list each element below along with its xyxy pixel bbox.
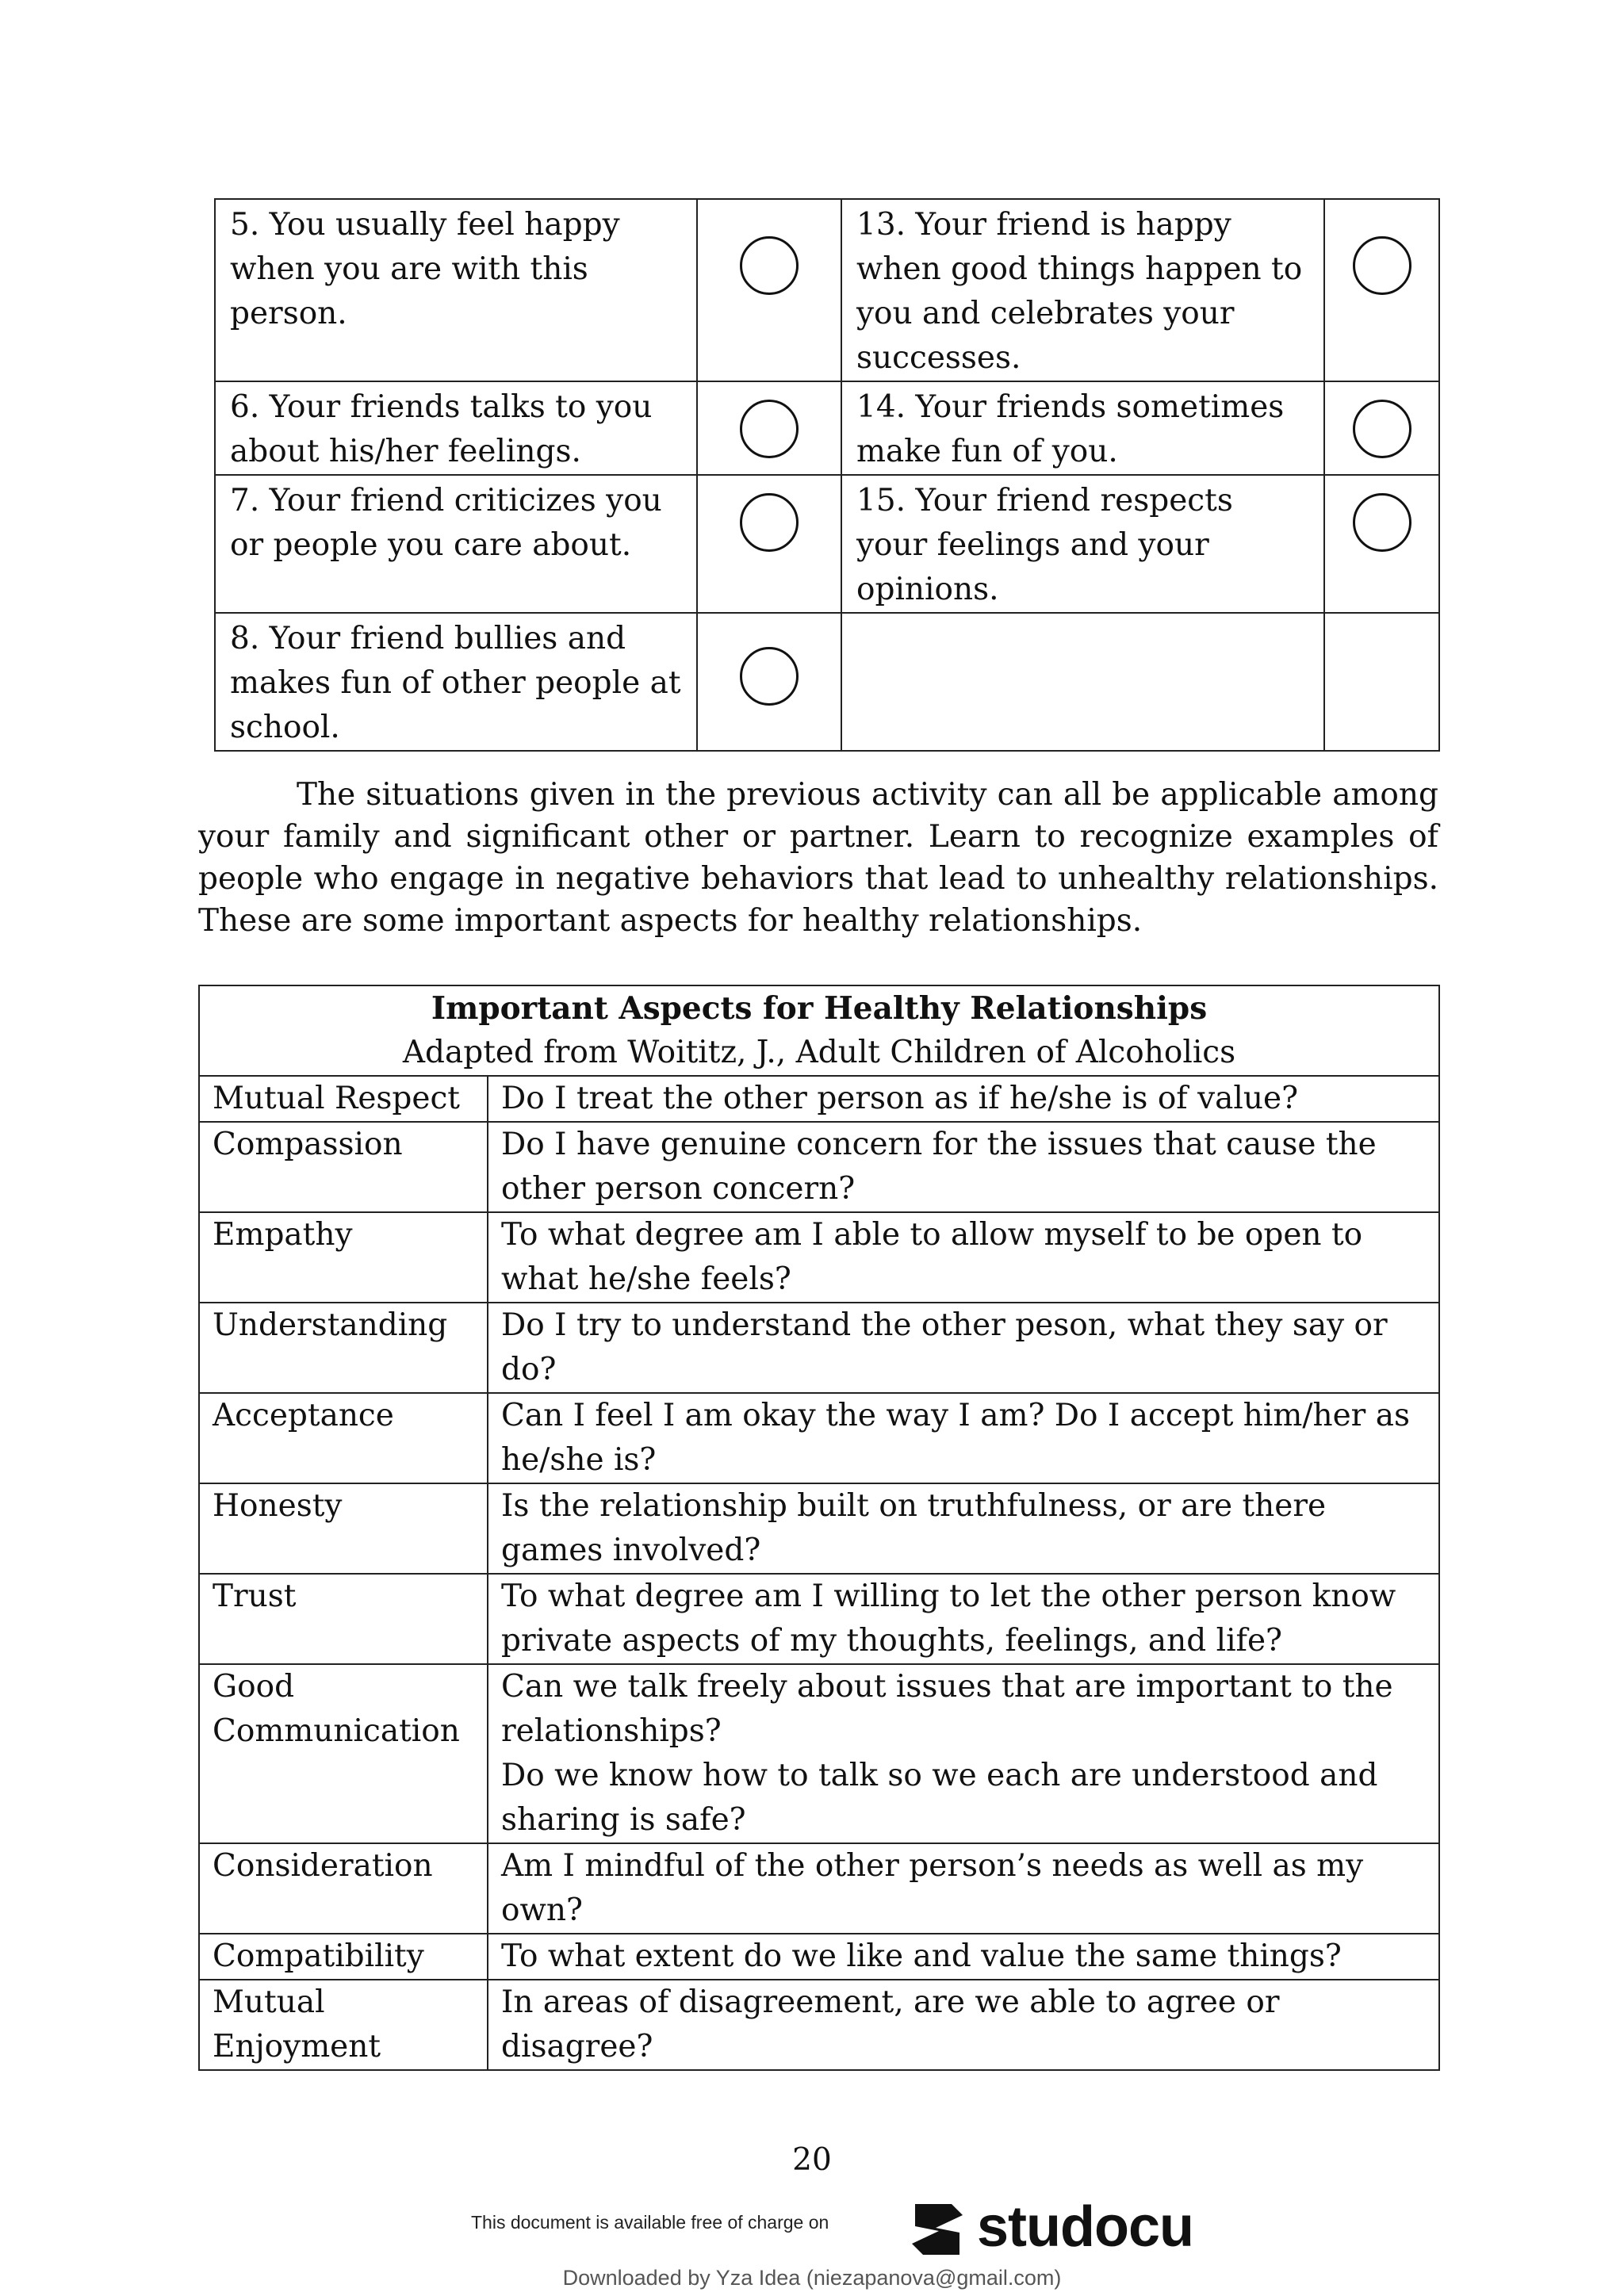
answer-circle-14[interactable]	[1353, 400, 1411, 458]
table-row	[199, 1212, 1439, 1303]
aspect-question	[488, 1393, 1439, 1483]
aspect-name: Consideration	[199, 1843, 488, 1934]
aspect-question	[488, 1980, 1439, 2070]
answer-circle-7[interactable]	[740, 493, 799, 552]
aspect-question	[488, 1122, 1439, 1212]
answer-circle-13[interactable]	[1353, 236, 1411, 295]
quiz-statement-13: 13. Your friend is happy when good things happen to you and celebrates your successes.	[841, 199, 1324, 381]
aspect-question	[488, 1843, 1439, 1934]
table-row	[199, 1076, 1439, 1122]
answer-cell	[697, 381, 841, 475]
downloaded-by-text: Downloaded by Yza Idea (niezapanova@gmail.com)	[562, 2266, 1062, 2290]
question-text: Do I have genuine concern for the issues that cause the other person concern?	[501, 1127, 1377, 1207]
answer-cell	[1324, 381, 1439, 475]
answer-cell	[697, 475, 841, 613]
aspect-name: Honesty	[199, 1483, 488, 1574]
aspect-question	[488, 1934, 1439, 1980]
answer-circle-8[interactable]	[740, 647, 799, 706]
empty-cell	[841, 613, 1324, 751]
quiz-statement-14: 14. Your friends sometimes make fun of you.	[841, 381, 1324, 475]
footer-available-text: This document is available free of charge on	[471, 2212, 829, 2233]
question-text: To what extent do we like and value the same things?	[501, 1938, 1342, 1974]
table-row	[199, 1483, 1439, 1574]
question-text: Do I try to understand the other peson, what they say or do?	[501, 1307, 1388, 1387]
studocu-brand[interactable]: studocu	[977, 2195, 1193, 2259]
quiz-row	[215, 613, 1439, 751]
question-text: Do I treat the other person as if he/she is of value?	[501, 1081, 1298, 1116]
aspect-question	[488, 1483, 1439, 1574]
table-row	[199, 1122, 1439, 1212]
aspect-question	[488, 1303, 1439, 1393]
aspect-name: Acceptance	[199, 1393, 488, 1483]
answer-circle-5[interactable]	[740, 236, 799, 295]
aspects-header-row	[199, 985, 1439, 1076]
aspect-name: Good Communication	[199, 1664, 488, 1843]
table-row	[199, 1574, 1439, 1664]
quiz-statement-6: 6. Your friends talks to you about his/her feelings.	[215, 381, 697, 475]
answer-cell	[697, 199, 841, 381]
aspect-name: Compassion	[199, 1122, 488, 1212]
aspect-name: Empathy	[199, 1212, 488, 1303]
table-row	[199, 1393, 1439, 1483]
quiz-statement-8: 8. Your friend bullies and makes fun of other people at school.	[215, 613, 697, 751]
aspect-question	[488, 1574, 1439, 1664]
quiz-statement-5: 5. You usually feel happy when you are with this person.	[215, 199, 697, 381]
table-row	[199, 1980, 1439, 2070]
quiz-row	[215, 199, 1439, 381]
aspect-question	[488, 1212, 1439, 1303]
aspect-name: Understanding	[199, 1303, 488, 1393]
quiz-row	[215, 475, 1439, 613]
answer-cell	[697, 613, 841, 751]
table-row	[199, 1664, 1439, 1843]
question-text: Can I feel I am okay the way I am? Do I accept him/her as he/she is?	[501, 1398, 1410, 1478]
aspect-question	[488, 1664, 1439, 1843]
aspects-header	[199, 985, 1439, 1076]
intro-paragraph	[198, 774, 1438, 942]
quiz-statement-15: 15. Your friend respects your feelings and your opinions.	[841, 475, 1324, 613]
aspect-name: Trust	[199, 1574, 488, 1664]
question-text: To what degree am I able to allow myself to be open to what he/she feels?	[501, 1217, 1363, 1297]
table-row	[199, 1303, 1439, 1393]
aspect-name: Mutual Enjoyment	[199, 1980, 488, 2070]
quiz-row	[215, 381, 1439, 475]
answer-cell	[1324, 199, 1439, 381]
question-text: Is the relationship built on truthfulness, or are there games involved?	[501, 1488, 1327, 1568]
table-row	[199, 1934, 1439, 1980]
quiz-statement-7: 7. Your friend criticizes you or people you care about.	[215, 475, 697, 613]
empty-cell	[1324, 613, 1439, 751]
aspect-name: Compatibility	[199, 1934, 488, 1980]
question-text: Can we talk freely about issues that are important to the relationships?	[501, 1669, 1393, 1749]
aspects-table	[198, 985, 1440, 2071]
aspect-question	[488, 1076, 1439, 1122]
aspect-name: Mutual Respect	[199, 1076, 488, 1122]
question-text: Do we know how to talk so we each are understood and sharing is safe?	[501, 1758, 1378, 1838]
answer-circle-6[interactable]	[740, 400, 799, 458]
table-row	[199, 1843, 1439, 1934]
question-text: In areas of disagreement, are we able to agree or disagree?	[501, 1984, 1280, 2064]
intro-paragraph-text: The situations given in the previous activity can all be applicable among your family and significant other or partner. Learn to recognize examples of people who engage in negative behaviors that lead to unhealthy relationships. These are some important aspects for healthy relationships.	[198, 777, 1438, 939]
table-subtitle: Adapted from Woititz, J., Adult Children of Alcoholics	[402, 1035, 1236, 1070]
question-text: Am I mindful of the other person’s needs as well as my own?	[501, 1848, 1364, 1928]
answer-circle-15[interactable]	[1353, 493, 1411, 552]
answer-cell	[1324, 475, 1439, 613]
quiz-table	[214, 198, 1440, 752]
page-number: 20	[792, 2142, 832, 2178]
question-text: To what degree am I willing to let the other person know private aspects of my thoughts, feelings, and life?	[501, 1578, 1396, 1659]
table-title: Important Aspects for Healthy Relationships	[431, 990, 1208, 1027]
studocu-logo-icon[interactable]	[904, 2196, 971, 2263]
